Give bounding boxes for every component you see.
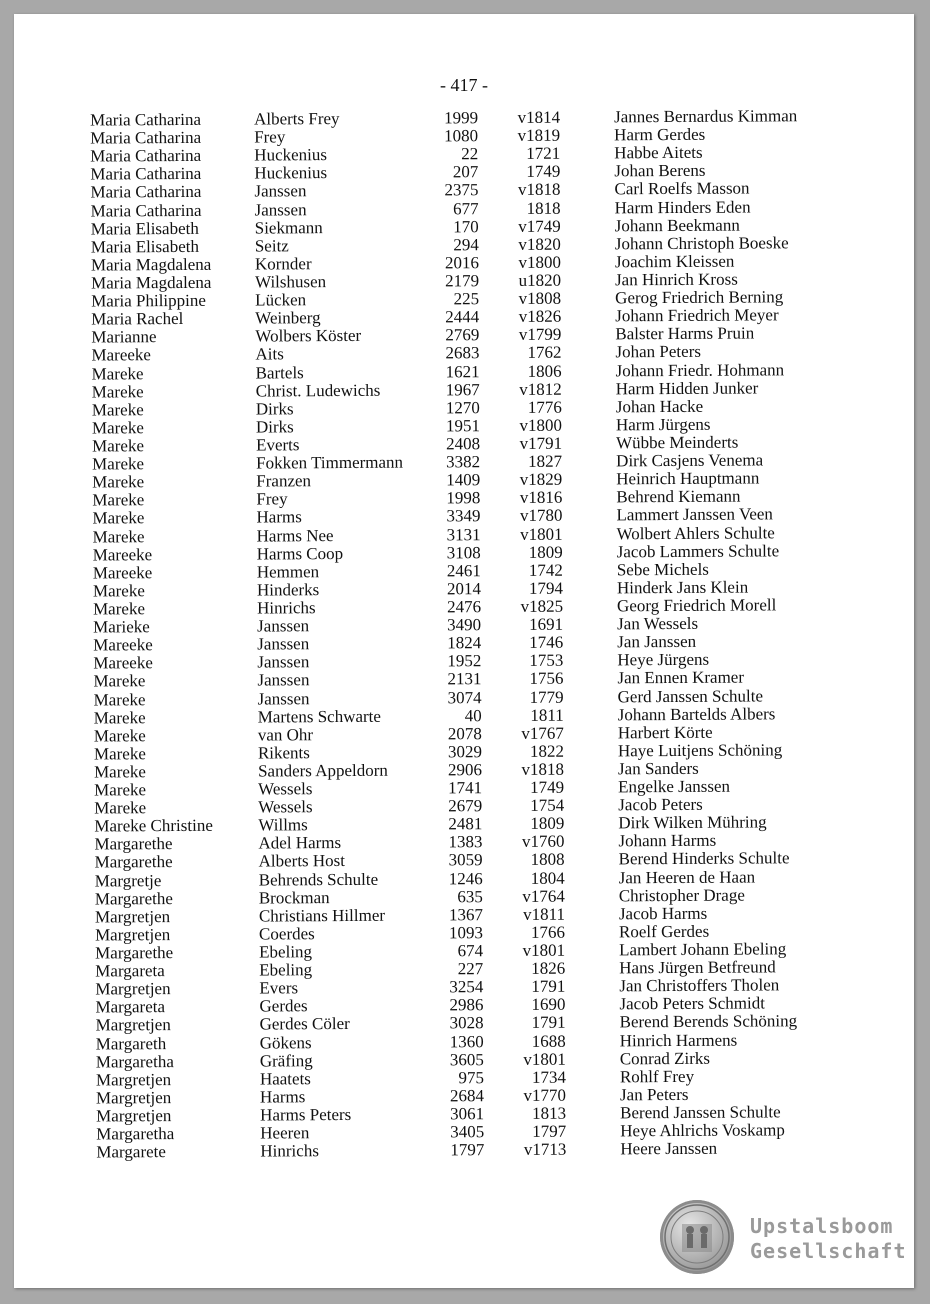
surname: Fokken Timmermann bbox=[256, 452, 404, 473]
spouse-name: Rohlf Frey bbox=[619, 1066, 695, 1087]
given-name: Margretjen bbox=[95, 1015, 171, 1035]
surname: Christians Hillmer bbox=[258, 905, 386, 926]
year: v1811 bbox=[522, 904, 565, 924]
year: 1749 bbox=[526, 161, 561, 182]
surname: Rikents bbox=[257, 743, 310, 763]
entry-number: 3061 bbox=[450, 1104, 485, 1124]
entry-number: 225 bbox=[453, 289, 480, 309]
entry-number: 2476 bbox=[446, 597, 482, 617]
spouse-name: Berend Janssen Schulte bbox=[620, 1102, 781, 1123]
surname: Janssen bbox=[257, 616, 310, 636]
given-name: Margaretha bbox=[96, 1124, 175, 1144]
given-name: Mareeke bbox=[92, 562, 153, 583]
given-name: Margretjen bbox=[94, 906, 171, 927]
surname: Frey bbox=[254, 127, 286, 147]
year: v1818 bbox=[521, 759, 565, 779]
surname: Ebeling bbox=[259, 942, 313, 962]
given-name: Margarete bbox=[96, 1142, 166, 1162]
given-name: Mareke bbox=[93, 671, 146, 691]
given-name: Margarethe bbox=[94, 852, 173, 873]
surname: Wessels bbox=[258, 779, 313, 799]
entry-number: 170 bbox=[453, 216, 479, 236]
year: v1808 bbox=[518, 288, 562, 309]
year: 1742 bbox=[528, 560, 563, 580]
given-name: Mareke bbox=[92, 508, 145, 528]
spouse-name: Johann Friedr. Hohmann bbox=[615, 359, 785, 380]
spouse-name: Roelf Gerdes bbox=[618, 921, 710, 942]
given-name: Mareke bbox=[92, 526, 145, 547]
year: v1818 bbox=[517, 180, 561, 200]
spouse-name: Heinrich Hauptmann bbox=[616, 468, 760, 489]
year: v1799 bbox=[518, 324, 562, 345]
year: 1754 bbox=[530, 795, 565, 816]
entry-number: 3605 bbox=[449, 1049, 484, 1070]
spouse-name: Jacob Harms bbox=[618, 903, 708, 924]
surname: Aits bbox=[255, 344, 284, 364]
surname: Janssen bbox=[257, 670, 310, 690]
entry-number: 3349 bbox=[446, 506, 481, 526]
given-name: Marieke bbox=[93, 617, 150, 637]
given-name: Mareke bbox=[94, 798, 147, 818]
entry-number: 207 bbox=[452, 162, 479, 182]
spouse-name: Lambert Johann Ebeling bbox=[619, 939, 787, 960]
surname: Janssen bbox=[254, 181, 307, 201]
surname: Janssen bbox=[254, 199, 307, 220]
entry-number: 1093 bbox=[448, 923, 484, 943]
spouse-name: Harbert Körte bbox=[617, 722, 713, 743]
given-name: Maria Catharina bbox=[89, 109, 202, 130]
year: v1825 bbox=[520, 596, 564, 616]
spouse-name: Jacob Peters bbox=[618, 794, 703, 815]
spouse-name: Berend Berends Schöning bbox=[619, 1011, 798, 1032]
given-name: Mareke bbox=[92, 472, 145, 492]
entry-number: 1409 bbox=[446, 470, 481, 490]
given-name: Maria Catharina bbox=[90, 182, 202, 202]
spouse-name: Johann Christoph Boeske bbox=[614, 233, 789, 254]
list-item bbox=[20, 1139, 920, 1163]
spouse-name: Jan Heeren de Haan bbox=[618, 867, 756, 887]
given-name: Margaretha bbox=[95, 1051, 174, 1072]
year: 1749 bbox=[530, 777, 565, 797]
surname: Coerdes bbox=[258, 924, 315, 944]
entry-number: 1270 bbox=[445, 397, 480, 418]
surname: Evers bbox=[259, 978, 299, 998]
entry-number: 2375 bbox=[444, 180, 479, 200]
entry-number: 1967 bbox=[445, 379, 480, 400]
entry-number: 3405 bbox=[450, 1122, 485, 1142]
given-name: Margretje bbox=[94, 870, 162, 891]
year: 1826 bbox=[531, 958, 566, 978]
spouse-name: Jan Peters bbox=[619, 1084, 689, 1105]
surname: Ebeling bbox=[259, 960, 313, 980]
surname: Behrends Schulte bbox=[258, 869, 379, 890]
year: v1814 bbox=[517, 107, 561, 127]
given-name: Maria Catharina bbox=[90, 127, 202, 148]
surname: Gräfing bbox=[259, 1050, 313, 1071]
spouse-name: Lammert Janssen Veen bbox=[616, 504, 773, 525]
brand-line-2: Gesellschaft bbox=[750, 1239, 907, 1263]
entry-number: 2408 bbox=[445, 434, 481, 454]
surname: Harms bbox=[259, 1087, 306, 1107]
year: v1820 bbox=[518, 234, 561, 254]
given-name: Mareeke bbox=[91, 345, 152, 365]
entry-number: 2906 bbox=[447, 760, 483, 780]
entry-number: 1741 bbox=[448, 778, 483, 798]
surname: Wilshusen bbox=[254, 272, 327, 292]
given-name: Margretjen bbox=[96, 1106, 172, 1126]
year: 1818 bbox=[526, 198, 561, 218]
spouse-name: Balster Harms Pruin bbox=[615, 323, 755, 344]
surname: Brockman bbox=[258, 887, 330, 908]
spouse-name: Johann Friedrich Meyer bbox=[615, 305, 779, 326]
spouse-name: Wolbert Ahlers Schulte bbox=[616, 522, 775, 543]
spouse-name: Johann Beekmann bbox=[614, 215, 740, 235]
entry-number: 2016 bbox=[444, 253, 479, 273]
given-name: Maria Magdalena bbox=[90, 254, 212, 275]
year: v1801 bbox=[522, 940, 566, 960]
year: 1753 bbox=[529, 650, 564, 671]
entry-number: 1621 bbox=[445, 361, 480, 381]
entry-number: 1824 bbox=[447, 633, 482, 653]
entry-number: 2131 bbox=[447, 669, 482, 689]
year: 1690 bbox=[531, 995, 566, 1015]
given-name: Mareke bbox=[92, 599, 146, 619]
surname: Everts bbox=[255, 435, 300, 455]
spouse-name: Christopher Drage bbox=[618, 885, 745, 906]
year: 1806 bbox=[527, 361, 562, 381]
surname: Janssen bbox=[257, 688, 310, 709]
entry-number: 2986 bbox=[449, 995, 484, 1015]
surname: Harms Peters bbox=[260, 1104, 352, 1125]
surname: Harms bbox=[256, 507, 302, 527]
given-name: Margretjen bbox=[95, 1069, 172, 1090]
surname: Janssen bbox=[257, 634, 310, 654]
entry-number: 1367 bbox=[448, 904, 483, 925]
given-name: Margareth bbox=[95, 1033, 167, 1054]
surname: Seitz bbox=[254, 236, 289, 256]
given-name: Mareke bbox=[93, 689, 146, 710]
year: v1801 bbox=[523, 1049, 566, 1069]
year: v1819 bbox=[517, 125, 561, 146]
year: 1756 bbox=[529, 669, 564, 689]
year: v1713 bbox=[523, 1139, 567, 1160]
spouse-name: Jacob Peters Schmidt bbox=[619, 993, 765, 1014]
spouse-name: Johan Hacke bbox=[615, 396, 704, 417]
surname: Bartels bbox=[255, 362, 304, 383]
given-name: Maria Philippine bbox=[91, 290, 206, 311]
entry-number: 1246 bbox=[448, 868, 483, 888]
year: 1827 bbox=[528, 451, 563, 471]
entry-number: 635 bbox=[457, 886, 483, 907]
surname: Harms Coop bbox=[256, 543, 344, 564]
entry-number: 3108 bbox=[446, 542, 481, 562]
given-name: Mareke bbox=[93, 744, 146, 764]
surname: Hinrichs bbox=[260, 1141, 319, 1161]
surname: van Ohr bbox=[257, 724, 314, 745]
year: u1820 bbox=[518, 270, 562, 290]
spouse-name: Haye Luitjens Schöning bbox=[617, 740, 783, 761]
year: 1822 bbox=[529, 741, 564, 761]
year: v1801 bbox=[520, 524, 563, 544]
surname: Kornder bbox=[254, 254, 312, 274]
surname: Hinrichs bbox=[256, 598, 316, 618]
year: 1811 bbox=[530, 705, 564, 725]
given-name: Mareke bbox=[91, 399, 144, 420]
surname: Weinberg bbox=[255, 308, 321, 328]
spouse-name: Dirk Wilken Mühring bbox=[618, 812, 767, 833]
year: 1791 bbox=[531, 1013, 566, 1033]
year: v1780 bbox=[519, 506, 563, 526]
year: v1800 bbox=[518, 252, 561, 272]
given-name: Maria Catharina bbox=[90, 146, 202, 166]
given-name: Mareeke bbox=[93, 653, 153, 673]
year: 1746 bbox=[529, 632, 564, 653]
year: v1791 bbox=[519, 433, 563, 453]
brand-name bbox=[750, 1214, 907, 1264]
entry-number: 3490 bbox=[447, 615, 482, 635]
surname: Dirks bbox=[255, 417, 294, 437]
spouse-name: Behrend Kiemann bbox=[616, 486, 741, 507]
given-name: Margarethe bbox=[94, 888, 173, 909]
entry-number: 2679 bbox=[448, 796, 483, 816]
year: v1767 bbox=[521, 723, 564, 743]
given-name: Maria Catharina bbox=[90, 164, 202, 184]
spouse-name: Jannes Bernardus Kimman bbox=[613, 106, 798, 127]
year: 1797 bbox=[532, 1121, 567, 1141]
given-name: Mareke bbox=[93, 707, 146, 728]
entry-number: 3029 bbox=[447, 741, 482, 762]
surname: Hemmen bbox=[256, 561, 320, 582]
surname: Lücken bbox=[255, 290, 307, 310]
year: 1734 bbox=[531, 1067, 566, 1087]
spouse-name: Heye Ahlrichs Voskamp bbox=[620, 1120, 785, 1141]
entry-number: 2769 bbox=[445, 325, 480, 345]
given-name: Mareke bbox=[94, 780, 147, 800]
entry-number: 3382 bbox=[446, 452, 481, 472]
year: v1749 bbox=[518, 216, 561, 236]
given-name: Mareke bbox=[91, 363, 144, 384]
given-name: Mareke bbox=[92, 454, 145, 474]
year: 1794 bbox=[528, 578, 563, 598]
given-name: Maria Catharina bbox=[90, 200, 202, 221]
surname: Hinderks bbox=[256, 579, 320, 600]
spouse-name: Jan Wessels bbox=[617, 613, 699, 634]
spouse-name: Heere Janssen bbox=[620, 1138, 718, 1159]
year: 1766 bbox=[530, 922, 566, 942]
entry-number: 3254 bbox=[449, 977, 484, 997]
given-name: Maria Elisabeth bbox=[90, 236, 199, 257]
spouse-name: Gerd Janssen Schulte bbox=[617, 685, 764, 706]
spouse-name: Jan Hinrich Kross bbox=[614, 269, 738, 290]
spouse-name: Dirk Casjens Venema bbox=[616, 450, 764, 471]
entry-number: 3059 bbox=[448, 850, 483, 870]
entry-number: 1360 bbox=[449, 1031, 484, 1051]
given-name: Mareke bbox=[93, 725, 146, 746]
page-number: - 417 - bbox=[440, 75, 488, 95]
spouse-name: Johan Berens bbox=[614, 161, 706, 181]
surname: Huckenius bbox=[254, 163, 328, 183]
surname: Adel Harms bbox=[258, 833, 342, 853]
year: 1691 bbox=[529, 614, 564, 634]
surname: Huckenius bbox=[254, 145, 328, 165]
spouse-name: Harm Gerdes bbox=[614, 124, 706, 145]
spouse-name: Joachim Kleissen bbox=[614, 251, 735, 272]
year: 1813 bbox=[532, 1103, 567, 1123]
surname: Franzen bbox=[256, 471, 312, 491]
spouse-name: Sebe Michels bbox=[616, 559, 709, 580]
surname: Sanders Appeldorn bbox=[257, 760, 388, 781]
entry-number: 22 bbox=[461, 144, 479, 164]
spouse-name: Harm Hinders Eden bbox=[614, 197, 751, 217]
entry-number: 1797 bbox=[450, 1140, 485, 1160]
year: 1804 bbox=[530, 868, 565, 888]
surname: Willms bbox=[258, 815, 308, 835]
spouse-name: Carl Roelfs Masson bbox=[614, 178, 750, 199]
seal-logo bbox=[660, 1200, 734, 1274]
entry-number: 2461 bbox=[446, 560, 481, 581]
surname: Christ. Ludewichs bbox=[255, 380, 381, 401]
spouse-name: Johann Harms bbox=[618, 831, 717, 851]
given-name: Mareke bbox=[91, 381, 144, 402]
entry-number: 1952 bbox=[447, 651, 482, 671]
spouse-name: Jan Christoffers Tholen bbox=[619, 975, 780, 996]
spouse-name: Johann Bartelds Albers bbox=[617, 703, 776, 724]
surname: Haatets bbox=[259, 1069, 311, 1089]
given-name: Marianne bbox=[91, 327, 157, 347]
given-name: Margretjen bbox=[94, 924, 171, 945]
year: 1762 bbox=[527, 343, 562, 363]
surname: Harms Nee bbox=[256, 525, 334, 546]
entry-number: 2179 bbox=[444, 271, 480, 291]
surname: Heeren bbox=[260, 1123, 310, 1143]
entry-number: 2684 bbox=[449, 1086, 485, 1106]
given-name: Maria Magdalena bbox=[90, 272, 212, 293]
entry-number: 3131 bbox=[446, 524, 481, 544]
surname: Alberts Host bbox=[258, 851, 346, 872]
year: 1721 bbox=[526, 143, 561, 164]
entry-number: 294 bbox=[453, 234, 479, 255]
given-name: Margretjen bbox=[95, 1087, 172, 1108]
year: 1809 bbox=[530, 813, 565, 834]
surname: Gökens bbox=[259, 1032, 312, 1053]
surname: Martens Schwarte bbox=[257, 706, 381, 727]
spouse-name: Berend Hinderks Schulte bbox=[618, 848, 790, 869]
given-name: Margretjen bbox=[95, 979, 171, 999]
given-name: Mareke bbox=[91, 418, 144, 438]
entry-number: 1080 bbox=[444, 126, 479, 146]
given-name: Mareeke bbox=[92, 544, 153, 565]
entry-number: 2683 bbox=[445, 343, 480, 363]
spouse-name: Georg Friedrich Morell bbox=[616, 595, 777, 616]
seal-icon bbox=[660, 1200, 734, 1274]
spouse-name: Harm Jürgens bbox=[615, 414, 711, 435]
year: v1829 bbox=[519, 469, 563, 490]
given-name: Mareeke bbox=[93, 635, 153, 655]
spouse-name: Jan Janssen bbox=[617, 632, 697, 652]
spouse-name: Habbe Aitets bbox=[614, 143, 703, 163]
spouse-name: Gerog Friedrich Berning bbox=[615, 287, 784, 308]
year: 1776 bbox=[527, 397, 562, 417]
given-name: Mareke Christine bbox=[94, 816, 213, 836]
spouse-name: Conrad Zirks bbox=[619, 1048, 711, 1069]
given-name: Mareke bbox=[92, 581, 145, 601]
surname: Wessels bbox=[258, 797, 313, 817]
spouse-name: Harm Hidden Junker bbox=[615, 378, 759, 398]
surname: Siekmann bbox=[254, 217, 323, 238]
year: v1760 bbox=[521, 832, 565, 852]
entry-number: 3028 bbox=[449, 1013, 484, 1033]
entry-number: 2444 bbox=[445, 307, 480, 327]
entry-number: 1998 bbox=[446, 488, 481, 508]
year: 1779 bbox=[529, 687, 564, 707]
surname: Dirks bbox=[255, 399, 294, 419]
entry-number: 975 bbox=[458, 1067, 484, 1088]
entry-number: 1951 bbox=[445, 416, 480, 436]
year: v1764 bbox=[522, 886, 565, 906]
given-name: Margareta bbox=[95, 961, 165, 981]
spouse-name: Wübbe Meinderts bbox=[615, 432, 739, 453]
given-name: Mareke bbox=[91, 436, 145, 456]
given-name: Margarethe bbox=[95, 943, 174, 963]
year: 1791 bbox=[531, 976, 566, 997]
spouse-name: Johan Peters bbox=[615, 342, 702, 362]
spouse-name: Hinderk Jans Klein bbox=[616, 577, 749, 598]
year: v1812 bbox=[519, 379, 562, 399]
entry-number: 1383 bbox=[448, 832, 483, 852]
brand-line-1: Upstalsboom bbox=[750, 1214, 894, 1238]
year: 1688 bbox=[531, 1031, 566, 1051]
spouse-name: Jan Ennen Kramer bbox=[617, 667, 745, 688]
spouse-name: Hans Jürgen Betfreund bbox=[619, 957, 776, 978]
spouse-name: Engelke Janssen bbox=[618, 776, 731, 797]
given-name: Maria Rachel bbox=[91, 309, 184, 329]
document-page bbox=[14, 14, 914, 1288]
surname: Gerdes bbox=[259, 996, 308, 1016]
year: v1816 bbox=[519, 487, 563, 508]
entry-number: 2481 bbox=[448, 814, 483, 834]
spouse-name: Heye Jürgens bbox=[617, 650, 710, 670]
entry-number: 677 bbox=[453, 198, 479, 218]
entry-number: 1999 bbox=[443, 108, 479, 128]
given-name: Margareta bbox=[95, 997, 166, 1017]
surname: Wolbers Köster bbox=[255, 326, 362, 346]
entry-number: 2014 bbox=[446, 579, 481, 599]
entry-number: 3074 bbox=[447, 687, 482, 707]
year: v1800 bbox=[519, 415, 562, 435]
given-name: Mareke bbox=[92, 490, 145, 510]
surname: Alberts Frey bbox=[253, 109, 340, 129]
year: 1808 bbox=[530, 850, 565, 870]
surname: Frey bbox=[256, 489, 288, 509]
entry-number: 674 bbox=[457, 941, 484, 961]
given-name: Margarethe bbox=[94, 834, 173, 854]
surname: Janssen bbox=[257, 652, 310, 672]
entry-number: 40 bbox=[464, 705, 482, 725]
spouse-name: Jacob Lammers Schulte bbox=[616, 540, 780, 561]
year: 1809 bbox=[528, 542, 563, 562]
spouse-name: Hinrich Harmens bbox=[619, 1030, 738, 1050]
entry-number: 2078 bbox=[447, 723, 482, 744]
entry-number: 227 bbox=[457, 959, 484, 979]
given-name: Mareke bbox=[93, 762, 147, 782]
surname: Gerdes Cöler bbox=[259, 1014, 350, 1034]
year: v1770 bbox=[523, 1085, 567, 1105]
spouse-name: Jan Sanders bbox=[617, 758, 699, 779]
marriage-index-list bbox=[14, 107, 920, 1163]
given-name: Maria Elisabeth bbox=[90, 218, 199, 239]
year: v1826 bbox=[518, 306, 562, 327]
